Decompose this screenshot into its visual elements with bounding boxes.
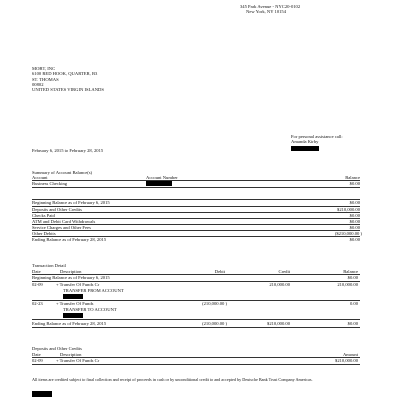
tx-row-subdescription: TRANSFER TO ACCOUNT — [63, 307, 117, 312]
balance-label: Service Charges and Other Fees — [32, 225, 91, 230]
tx-header-balance: Balance — [343, 269, 358, 274]
tx-ending-balance: $0.00 — [347, 321, 358, 326]
assistance-block — [291, 134, 343, 145]
deposits-title: Deposits and Other Credits — [32, 346, 82, 351]
tx-row-date: 02-09 — [32, 282, 43, 287]
bank-address-line-1: 345 Park Avenue - NYC20-0102 — [240, 4, 301, 9]
tx-row-balance: 210,000.00 — [337, 282, 358, 287]
tx-header-description: Description — [60, 269, 82, 274]
tx-row-description: + Transfer Of Funds — [56, 301, 94, 306]
divider — [32, 230, 360, 231]
transaction-detail-title: Transaction Detail — [32, 263, 66, 268]
customer-address-line-1: 6100 RED HOOK, QUARTER, B3 — [32, 71, 98, 77]
summary-header-account-number: Account Number — [146, 175, 178, 180]
tx-beginning-balance: $0.00 — [347, 275, 358, 280]
summary-row-account: Business Checking — [32, 181, 68, 186]
summary-header-balance: Balance — [345, 175, 360, 180]
divider — [32, 319, 360, 320]
summary-header-account: Account — [32, 175, 48, 180]
balance-amount: $210,000.00 — [337, 207, 360, 212]
customer-address-line-4: UNITED STATES VIRGIN ISLANDS — [32, 87, 104, 93]
tx-ending-debit: (210,000.00 ) — [202, 321, 227, 326]
deposits-header-description: Description — [60, 352, 82, 357]
balance-label: Beginning Balance as of February 6, 2015 — [32, 200, 110, 205]
balance-amount: $0.00 — [349, 213, 360, 218]
divider — [32, 212, 360, 213]
balance-amount: ($210,000.00 ) — [334, 231, 362, 236]
divider — [32, 180, 360, 181]
deposits-header-date: Date — [32, 352, 41, 357]
balance-amount: $0.00 — [349, 237, 360, 242]
divider — [32, 327, 360, 328]
customer-address-line-3: 00802 — [32, 81, 44, 87]
redacted-account — [63, 313, 83, 318]
tx-row-balance: 0.00 — [349, 301, 358, 306]
tx-row-subdescription: TRANSFER FROM ACCOUNT — [63, 288, 124, 293]
tx-row-date: 02-23 — [32, 301, 43, 306]
tx-ending-description: Ending Balance as of February 28, 2015 — [32, 321, 107, 326]
bank-address-line-2: New York, NY 10154 — [246, 9, 287, 15]
redacted-phone — [291, 146, 319, 151]
bank-address — [240, 4, 300, 15]
balance-label: Other Debits — [32, 231, 56, 236]
footer-note: All items are credited subject to final collection and receipt of proceeds in cash or by unconditional credit to and accepted by Deutsche Bank Trust Company Americas. — [32, 377, 313, 382]
summary-row-balance: $0.00 — [349, 181, 360, 186]
summary-title: Summary of Account Balance(s) — [32, 170, 93, 175]
tx-row-description: + Transfer Of Funds Cr — [56, 282, 100, 287]
divider — [32, 364, 360, 365]
tx-ending-credit: $210,000.00 — [267, 321, 290, 326]
deposits-header-amount: Amount — [342, 352, 358, 357]
balance-label: Checks Paid — [32, 213, 55, 218]
balance-amount: $0.00 — [349, 219, 360, 224]
redacted-account — [63, 294, 83, 299]
balance-amount: $0.00 — [349, 225, 360, 230]
tx-beginning-description: Beginning Balance as of February 6, 2015 — [32, 275, 110, 280]
statement-period: February 6, 2015 to February 28, 2015 — [32, 148, 104, 153]
assistance-contact: Amanda Kirby — [291, 139, 319, 145]
tx-row-debit: (210,000.00 ) — [202, 301, 227, 306]
tx-header-date: Date — [32, 269, 41, 274]
assistance-label: For personal assistance call: — [291, 134, 343, 139]
redacted-account-number — [146, 181, 172, 186]
customer-address-line-2: ST. THOMAS — [32, 76, 59, 82]
tx-header-debit: Debit — [214, 269, 225, 274]
balance-label: Deposits and Other Credits — [32, 207, 82, 212]
customer-name: MOBT, INC — [32, 66, 56, 71]
balance-label: ATM and Debit Card Withdrawals — [32, 219, 96, 224]
deposits-row-amount: $210,000.00 — [335, 358, 358, 363]
redacted-footer-code — [32, 391, 52, 397]
deposits-row-date: 02-09 — [32, 358, 43, 363]
customer-address-block — [32, 66, 104, 92]
tx-row-credit: 210,000.00 — [269, 282, 290, 287]
balance-label: Ending Balance as of February 28, 2015 — [32, 237, 107, 242]
deposits-row-description: + Transfer Of Funds Cr — [56, 358, 100, 363]
tx-header-credit: Credit — [278, 269, 290, 274]
balance-amount: $0.00 — [349, 200, 360, 205]
divider — [32, 187, 360, 188]
